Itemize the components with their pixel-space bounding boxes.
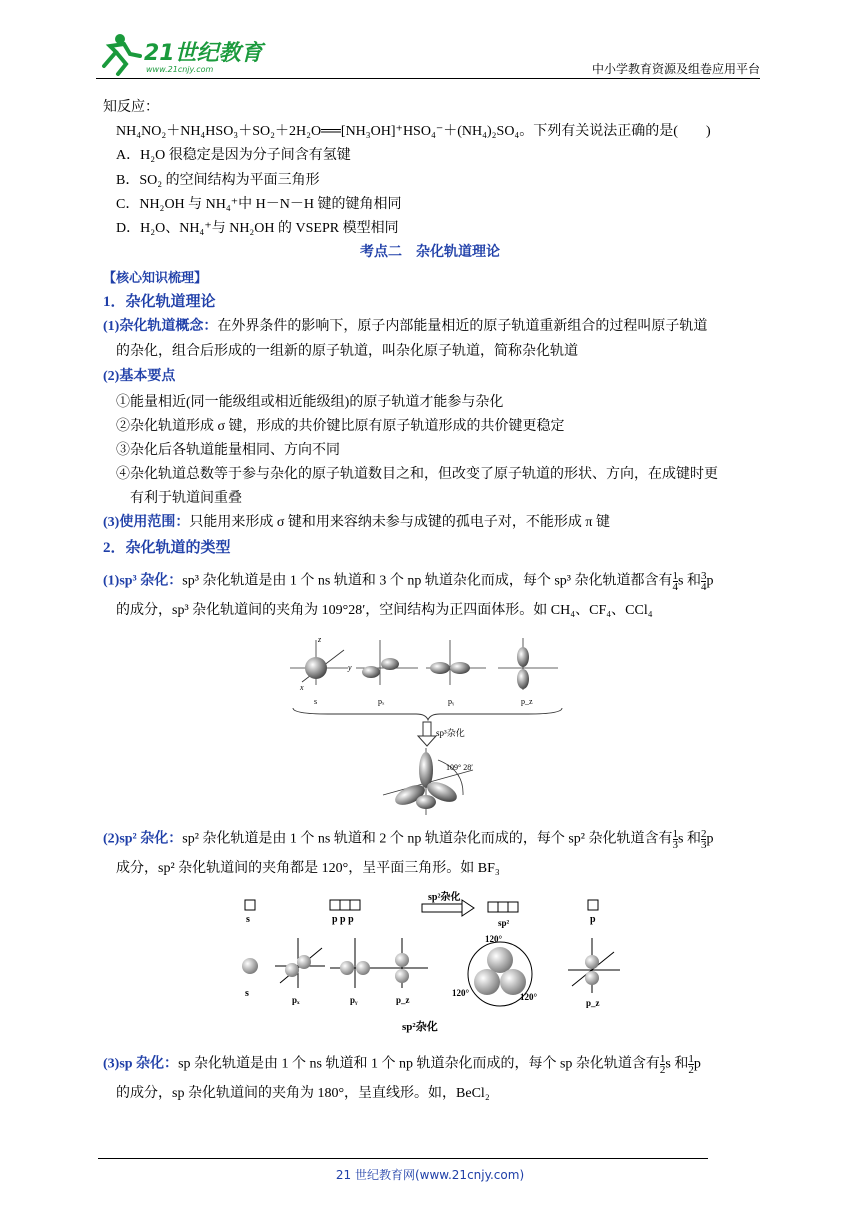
sp-text-1: sp 杂化轨道是由 1 个 ns 轨道和 1 个 np 轨道杂化而成的，每个 sp 杂化轨道含有 xyxy=(178,1056,660,1072)
sp-line-2: 的成分，sp 杂化轨道间的夹角为 180°，呈直线形。如，BeCl₂ xyxy=(116,1086,490,1101)
svg-text:www.21cnjy.com: www.21cnjy.com xyxy=(146,65,214,74)
sp-fraction-1: $\frac{1}{2}$ xyxy=(659,1053,666,1076)
fig1-label-px: pₓ xyxy=(378,697,385,706)
sp2-mid: s 和 xyxy=(678,831,701,847)
fig1-label-pz: p_z xyxy=(521,697,533,706)
svg-text:p p p: p p p xyxy=(332,914,354,925)
svg-text:y: y xyxy=(348,663,352,672)
concept-line-1 xyxy=(103,317,707,337)
sp2-text-1: sp² 杂化轨道是由 1 个 ns 轨道和 2 个 np 轨道杂化而成的，每个 sp² 杂化轨道含有 xyxy=(182,831,673,847)
point-3: ③杂化后各轨道能量相同、方向不同 xyxy=(116,443,340,458)
sp-label: (3)sp 杂化： xyxy=(103,1056,179,1072)
option-a: A．H₂O 很稳定是因为分子间含有氢键 xyxy=(116,148,351,163)
svg-text:p_z: p_z xyxy=(586,998,600,1008)
sp2-end: p xyxy=(706,831,714,847)
sp3-end: p xyxy=(706,573,714,589)
svg-text:z: z xyxy=(318,635,322,644)
runner-logo-icon xyxy=(96,30,266,76)
sp3-line-1 xyxy=(103,571,713,592)
sp3-line-2: 的成分，sp³ 杂化轨道间的夹角为 109°28′，空间结构为正四面体形。如 CH₄、CF₄、CCl₄ xyxy=(116,603,653,618)
sp3-mid: s 和 xyxy=(678,573,701,589)
core-title: 【核心知识梳理】 xyxy=(103,270,208,285)
intro-text: 知反应： xyxy=(103,100,159,115)
svg-text:p_z: p_z xyxy=(396,995,410,1005)
sp-fraction-2: $\frac{1}{2}$ xyxy=(688,1053,694,1076)
sp-end: p xyxy=(693,1056,701,1072)
points-label: (2)基本要点 xyxy=(103,369,176,384)
concept-text-1: 在外界条件的影响下，原子内部能量相近的原子轨道重新组合的过程叫原子轨道 xyxy=(217,319,708,334)
svg-text:120°: 120° xyxy=(485,934,503,944)
fig1-arrow-label: sp³杂化 xyxy=(436,728,465,738)
sp3-diagram xyxy=(288,630,568,820)
svg-text:21世纪教育: 21世纪教育 xyxy=(144,41,263,66)
heading-1: 1．杂化轨道理论 xyxy=(103,294,216,310)
section-title: 考点二 杂化轨道理论 xyxy=(360,245,500,260)
axis-x-label: x xyxy=(300,683,304,692)
fig1-label-s: s xyxy=(314,697,318,706)
point-4: ④杂化轨道总数等于参与杂化的原子轨道数目之和，但改变了原子轨道的形状、方向，在成键时更 xyxy=(116,467,718,482)
sp-line-1 xyxy=(103,1054,701,1075)
option-c: C．NH₂OH 与 NH₄⁺中 H－N－H 键的键角相同 xyxy=(116,197,402,212)
footer-text[interactable]: 21 世纪教育网(www.21cnjy.com) xyxy=(335,1168,525,1182)
sp2-fraction-2: $\frac{2}{3}$ xyxy=(700,828,707,851)
point-4-cont: 有利于轨道间重叠 xyxy=(130,491,242,506)
header-divider xyxy=(96,78,760,79)
svg-text:120°: 120° xyxy=(452,988,470,998)
logo xyxy=(96,30,266,74)
sp2-fraction-1: $\frac{1}{3}$ xyxy=(672,828,679,851)
sp2-figure xyxy=(230,888,630,1038)
platform-name: 中小学教育资源及组卷应用平台 xyxy=(591,62,760,76)
sp3-fraction-2: $\frac{3}{4}$ xyxy=(700,570,707,593)
scope-line xyxy=(103,513,610,533)
sp-mid: s 和 xyxy=(665,1056,689,1072)
equation-text: NH₄NO₂＋NH₄HSO₃＋SO₂＋2H₂O══[NH₃OH]⁺HSO₄⁻＋(NH₄)₂SO₄。下列有关说法正确的是( ) xyxy=(116,124,711,139)
sp3-fraction-1: $\frac{1}{4}$ xyxy=(672,570,679,593)
svg-text:120°: 120° xyxy=(520,992,538,1002)
fig1-label-py: pᵧ xyxy=(448,697,455,706)
concept-line-2: 的杂化，组合后形成的一组新的原子轨道，叫杂化原子轨道，简称杂化轨道 xyxy=(116,344,578,359)
heading-2: 2．杂化轨道的类型 xyxy=(103,540,231,556)
svg-text:p: p xyxy=(590,914,596,925)
sp3-label: (1)sp³ 杂化： xyxy=(103,573,183,589)
sp2-label: (2)sp² 杂化： xyxy=(103,831,183,847)
svg-text:s: s xyxy=(245,988,249,999)
sp2-line-2: 成分，sp² 杂化轨道间的夹角都是 120°，呈平面三角形。如 BF₃ xyxy=(116,861,500,876)
scope-label: (3)使用范围： xyxy=(103,515,190,530)
fig1-angle-label: 109° 28′ xyxy=(446,763,473,772)
sp3-figure xyxy=(288,630,568,820)
fig2-caption: sp²杂化 xyxy=(402,1021,438,1033)
svg-text:sp²: sp² xyxy=(498,918,510,928)
svg-text:pᵧ: pᵧ xyxy=(350,995,358,1005)
point-1: ①能量相近(同一能级组或相近能级组)的原子轨道才能参与杂化 xyxy=(116,395,504,410)
sp2-line-1 xyxy=(103,829,713,850)
svg-text:s: s xyxy=(246,914,250,925)
option-b: B．SO₂ 的空间结构为平面三角形 xyxy=(116,173,320,188)
page-header xyxy=(96,30,760,80)
sp3-text-1: sp³ 杂化轨道是由 1 个 ns 轨道和 3 个 np 轨道杂化而成，每个 sp³ 杂化轨道都含有 xyxy=(182,573,673,589)
concept-label: (1)杂化轨道概念： xyxy=(103,319,218,334)
svg-text:pₓ: pₓ xyxy=(292,995,300,1005)
footer-divider xyxy=(98,1158,708,1159)
sp2-diagram xyxy=(230,888,630,1038)
point-2: ②杂化轨道形成 σ 键，形成的共价键比原有原子轨道形成的共价键更稳定 xyxy=(116,419,565,434)
option-d: D．H₂O、NH₄⁺与 NH₂OH 的 VSEPR 模型相同 xyxy=(116,221,399,236)
svg-text:sp²杂化: sp²杂化 xyxy=(428,892,461,903)
scope-text: 只能用来形成 σ 键和用来容纳未参与成键的孤电子对，不能形成 π 键 xyxy=(189,515,610,530)
